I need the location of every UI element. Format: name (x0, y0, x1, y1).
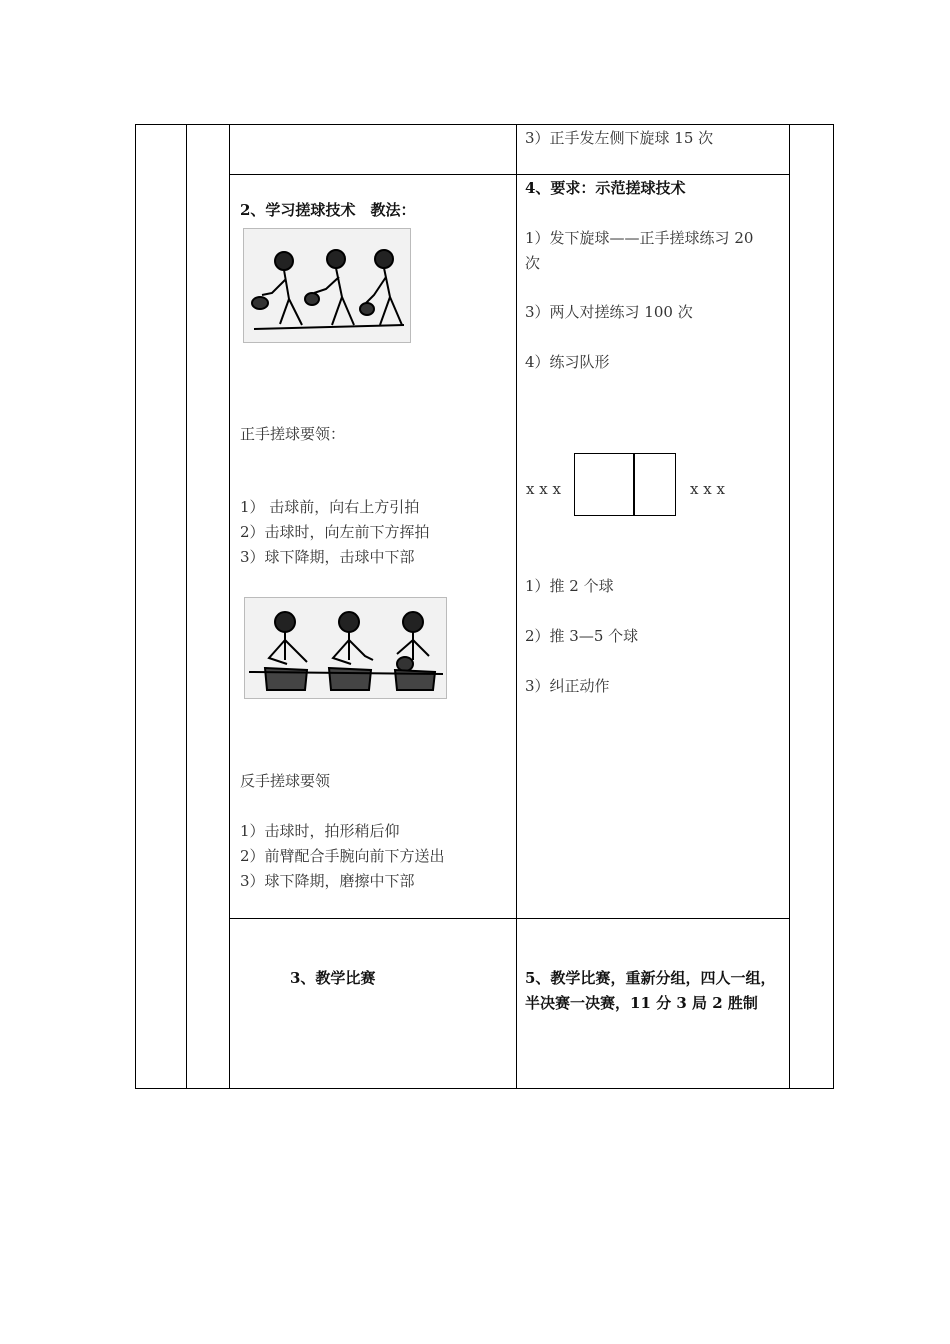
drill-line-2: 3）两人对搓练习 100 次 (525, 303, 693, 321)
drill-push-1: 1）推 2 个球 (525, 577, 614, 595)
backhand-point-3: 3）球下降期，磨擦中下部 (240, 872, 415, 890)
formation-players-right: x x x (690, 480, 725, 498)
drill-line-1a: 1）发下旋球——正手搓球练习 20 (525, 229, 754, 247)
forehand-chop-illustration (243, 228, 411, 343)
backhand-heading: 反手搓球要领 (240, 772, 331, 790)
section5-line-1: 5、教学比赛，重新分组，四人一组， (525, 969, 776, 987)
backhand-chop-illustration (244, 597, 447, 699)
serve-practice-text: 3）正手发左侧下旋球 15 次 (525, 129, 714, 147)
table-border-top (135, 124, 834, 125)
forehand-point-3: 3）球下降期，击球中下部 (240, 548, 415, 566)
row-line-1 (229, 174, 790, 175)
table-col-line-2 (229, 124, 230, 1089)
table-col-line-1 (186, 124, 187, 1089)
forehand-point-2: 2）击球时，向左前下方挥拍 (240, 523, 430, 541)
forehand-heading: 正手搓球要领： (240, 425, 346, 443)
formation-players-left: x x x (526, 480, 561, 498)
drill-push-2: 2）推 3—5 个球 (525, 627, 639, 645)
table-border-bottom (135, 1088, 834, 1089)
row-line-2 (229, 918, 790, 919)
section4-heading: 4、要求：示范搓球技术 (525, 179, 686, 197)
forehand-point-1: 1） 击球前，向右上方引拍 (240, 498, 420, 516)
section3-heading: 3、教学比赛 (290, 969, 376, 987)
table-border-left (135, 124, 136, 1089)
backhand-point-1: 1）击球时，拍形稍后仰 (240, 822, 400, 840)
table-border-right (833, 124, 834, 1089)
table-net-line (633, 454, 635, 515)
drill-line-3: 4）练习队形 (525, 353, 610, 371)
section5-line-2: 半决赛一决赛，11 分 3 局 2 胜制 (525, 994, 758, 1012)
table-col-line-3 (516, 124, 517, 1089)
drill-push-3: 3）纠正动作 (525, 677, 610, 695)
table-tennis-table-diagram (574, 453, 676, 516)
section2-heading: 2、学习搓球技术 教法： (240, 201, 416, 219)
backhand-point-2: 2）前臂配合手腕向前下方送出 (240, 847, 445, 865)
drill-line-1b: 次 (525, 254, 541, 272)
table-col-line-4 (789, 124, 790, 1089)
